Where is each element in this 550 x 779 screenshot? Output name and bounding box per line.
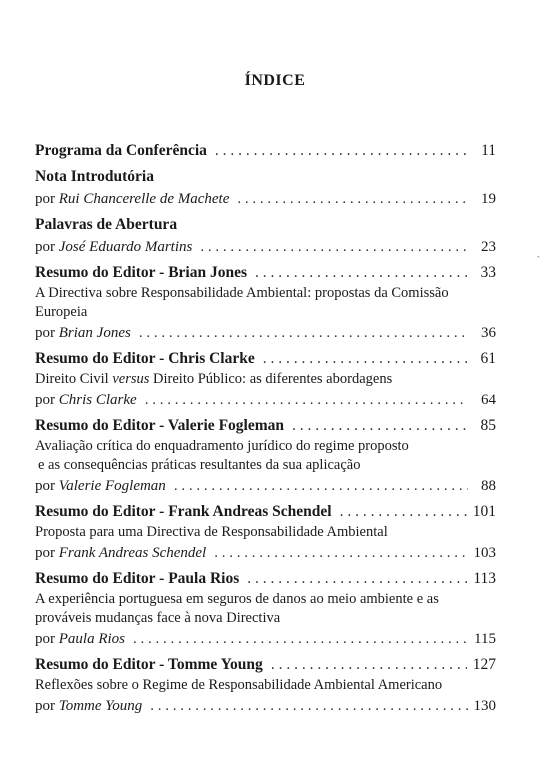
description-part: Direito Civil: [35, 371, 113, 387]
toc-author-line[interactable]: [35, 389, 496, 411]
toc-heading-line[interactable]: [35, 140, 496, 162]
toc-description: Avaliação crítica do enquadramento jurídico do regime proposto: [35, 438, 409, 454]
dot-leader: [255, 262, 468, 284]
dot-leader: [133, 628, 468, 650]
by-label: por: [35, 392, 55, 408]
by-label: por: [35, 478, 55, 494]
toc-description: A Directiva sobre Responsabilidade Ambiental: propostas da Comissão Europeia: [35, 285, 449, 320]
dot-leader: [150, 695, 467, 717]
page-number: 64: [481, 392, 496, 408]
toc-heading: Resumo do Editor - Chris Clarke: [35, 350, 255, 367]
page-number: 88: [481, 478, 496, 494]
toc-entry: [35, 262, 496, 344]
toc-author-line[interactable]: [35, 628, 496, 650]
page-number: 113: [473, 570, 496, 587]
toc-heading-line: [35, 214, 496, 236]
toc-heading: Resumo do Editor - Paula Rios: [35, 570, 240, 587]
author-name: José Eduardo Martins: [58, 239, 193, 255]
dot-leader: [200, 236, 468, 258]
dot-leader: [145, 389, 468, 411]
toc-author-line[interactable]: [35, 236, 496, 258]
page-number: 101: [472, 503, 496, 520]
page-number: 36: [481, 325, 496, 341]
dot-leader: [271, 654, 467, 676]
toc-description: A experiência portuguesa em seguros de danos ao meio ambiente e as prováveis mudanças face à nova Directiva: [35, 591, 439, 626]
author-name: Frank Andreas Schendel: [58, 545, 207, 561]
author-name: Valerie Fogleman: [58, 478, 166, 494]
toc-entry: [35, 166, 496, 210]
toc-description: e as consequências práticas resultantes da sua aplicação: [38, 457, 361, 473]
by-label: por: [35, 545, 55, 561]
dot-leader: [214, 542, 467, 564]
page-number: 19: [481, 191, 496, 207]
page-number: 103: [473, 545, 496, 561]
page-number: 85: [480, 417, 496, 434]
margin-mark: ˆ: [537, 255, 540, 264]
toc-heading: Palavras de Abertura: [35, 216, 178, 233]
toc-entry: [35, 568, 496, 650]
table-of-contents: [35, 140, 496, 721]
dot-leader: [237, 188, 468, 210]
toc-entry: [35, 654, 496, 717]
toc-heading-line[interactable]: [35, 501, 496, 523]
author-name: Paula Rios: [58, 631, 125, 647]
toc-heading: Resumo do Editor - Frank Andreas Schendel: [35, 503, 332, 520]
by-label: por: [35, 191, 55, 207]
page-number: 61: [480, 350, 496, 367]
by-label: por: [35, 698, 55, 714]
description-part: Direito Público: as diferentes abordagens: [149, 371, 393, 387]
by-label: por: [35, 239, 55, 255]
by-label: por: [35, 631, 55, 647]
dot-leader: [139, 322, 468, 344]
page-number: 33: [480, 264, 496, 281]
toc-heading-line: [35, 166, 496, 188]
toc-author-line[interactable]: [35, 188, 496, 210]
toc-entry: [35, 214, 496, 258]
toc-description: Reflexões sobre o Regime de Responsabilidade Ambiental Americano: [35, 677, 443, 693]
page-number: 11: [481, 142, 496, 159]
author-name: Tomme Young: [58, 698, 143, 714]
toc-author-line[interactable]: [35, 322, 496, 344]
toc-description: [35, 370, 496, 389]
by-label: por: [35, 325, 55, 341]
toc-description: Proposta para uma Directiva de Responsabilidade Ambiental: [35, 524, 388, 540]
toc-heading: Programa da Conferência: [35, 142, 207, 159]
toc-heading: Resumo do Editor - Brian Jones: [35, 264, 247, 281]
toc-author-line[interactable]: [35, 475, 496, 497]
author-name: Brian Jones: [58, 325, 131, 341]
dot-leader: [292, 415, 468, 437]
toc-heading-line[interactable]: [35, 262, 496, 284]
toc-entry: [35, 501, 496, 564]
toc-heading: Resumo do Editor - Tomme Young: [35, 656, 263, 673]
dot-leader: [263, 348, 468, 370]
toc-entry: [35, 348, 496, 411]
toc-heading-line[interactable]: [35, 654, 496, 676]
toc-heading-line[interactable]: [35, 568, 496, 590]
dot-leader: [215, 140, 468, 162]
toc-heading: Resumo do Editor - Valerie Fogleman: [35, 417, 284, 434]
dot-leader: [247, 568, 467, 590]
page-number: 23: [481, 239, 496, 255]
page-title: ÍNDICE: [244, 72, 306, 89]
toc-heading-line[interactable]: [35, 415, 496, 437]
description-emphasis: versus: [112, 371, 150, 387]
dot-leader: [174, 475, 468, 497]
dot-leader: [340, 501, 467, 523]
page-number: 130: [473, 698, 496, 714]
page-number: 115: [474, 631, 496, 647]
toc-author-line[interactable]: [35, 695, 496, 717]
toc-heading: Nota Introdutória: [35, 168, 154, 185]
toc-entry: [35, 140, 496, 162]
author-name: Chris Clarke: [58, 392, 137, 408]
page-number: 127: [472, 656, 496, 673]
toc-author-line[interactable]: [35, 542, 496, 564]
toc-heading-line[interactable]: [35, 348, 496, 370]
author-name: Rui Chancerelle de Machete: [58, 191, 230, 207]
toc-entry: [35, 415, 496, 497]
